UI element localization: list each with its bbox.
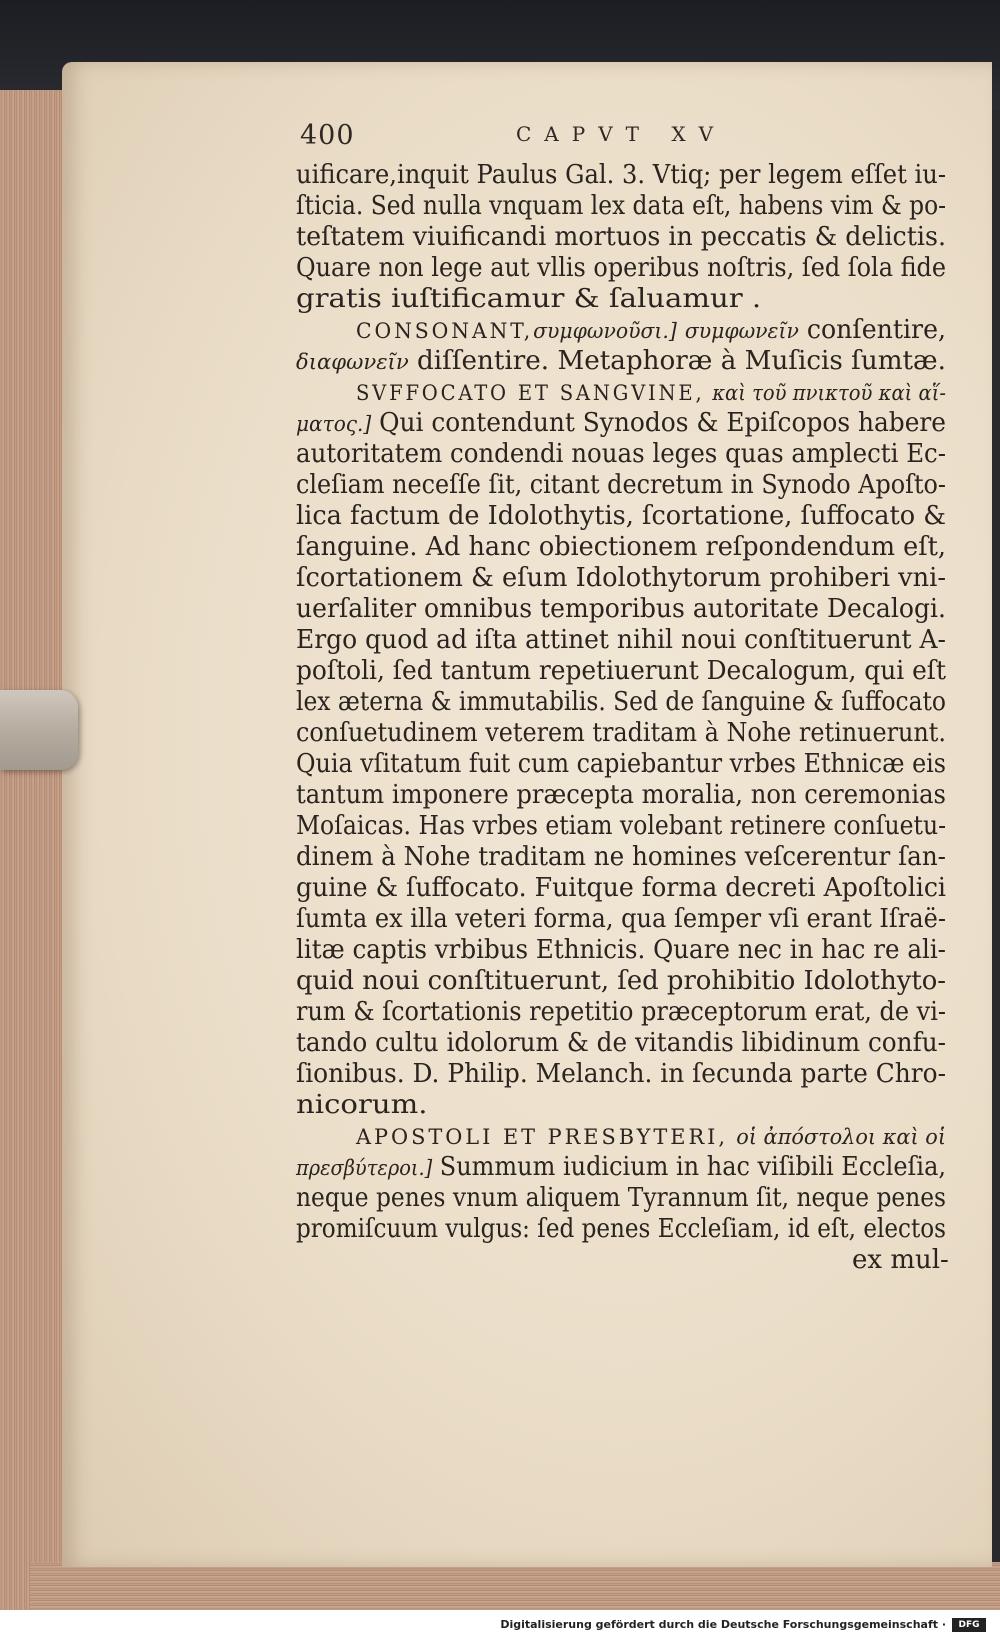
text-segment: Summum iudicium in hac viſibili Eccleſia, [432, 1152, 946, 1182]
lemma: CONSONANT, [356, 319, 534, 343]
lemma-line [296, 315, 946, 346]
greek-text: διαφωνεῖν [296, 350, 409, 374]
text-line: dinem à Nohe traditam ne homines veſcerentur ſan- [296, 842, 946, 872]
text-line: tando cultu idolorum & de vitandis libidinum confu- [296, 1028, 946, 1058]
text-line: Ergo quod ad iſta attinet nihil noui conſtituerunt A- [296, 625, 946, 655]
text-line: ſcortationem & eſum Idolothytorum prohiberi vni- [296, 563, 946, 593]
text-line: promiſcuum vulgus: ſed penes Eccleſiam, id eſt, electos [296, 1214, 946, 1244]
lemma: APOSTOLI ET PRESBYTERI, [356, 1125, 728, 1149]
text-line: rum & ſcortationis repetitio præceptorum erat, de vi- [296, 997, 946, 1027]
lemma: SVFFOCATO ET SANGVINE, [356, 381, 705, 405]
page-number: 400 [300, 120, 355, 151]
text-line: ſticia. Sed nulla vnquam lex data eſt, habens vim & po- [296, 191, 946, 221]
text-line: litæ captis vrbibus Ethnicis. Quare nec in hac re ali- [296, 935, 946, 965]
funding-credit: Digitalisierung gefördert durch die Deutsche Forschungsgemeinschaft · [500, 1618, 946, 1631]
text-segment: conſentire, [798, 315, 946, 345]
text-line: ſumta ex illa veteri forma, qua ſemper vſi erant Iſraë- [296, 904, 946, 934]
text-line: lica factum de Idolothytis, ſcortatione, ſuffocato & [296, 501, 946, 531]
text-line: nicorum. [296, 1090, 428, 1120]
text-line: uerſaliter omnibus temporibus autoritate Decalogi. [296, 594, 946, 624]
page-clip [0, 690, 78, 770]
footer-bar [0, 1610, 1000, 1640]
text-line: ſanguine. Ad hanc obiectionem reſpondendum eſt, [296, 532, 946, 562]
catchword: ex mul- [852, 1245, 949, 1275]
page-edges-bottom [30, 1562, 1000, 1610]
body-text [296, 160, 949, 1276]
text-segment: diſſentire. Metaphoræ à Muſicis ſumtæ. [408, 346, 946, 376]
text-line: Moſaicas. Has vrbes etiam volebant retinere conſuetu- [296, 811, 946, 841]
text-line: autoritatem condendi nouas leges quas amplecti Ec- [296, 439, 946, 469]
greek-text: πρεσβύτεροι.] [296, 1156, 433, 1180]
page-header [300, 120, 960, 160]
text-segment: Qui contendunt Synodos & Epiſcopos habere [371, 408, 947, 438]
text-line [296, 408, 946, 439]
text-line: gratis iuſtificamur & ſaluamur . [296, 284, 762, 314]
text-line: quid noui conſtituerunt, ſed prohibitio Idolothyto- [296, 966, 946, 996]
greek-text: ματος.] [296, 412, 372, 436]
text-line [296, 1152, 946, 1183]
text-line: neque penes vnum aliquem Tyrannum ſit, neque penes [296, 1183, 946, 1213]
text-line: cleſiam neceſſe ſit, citant decretum in Synodo Apoſto- [296, 470, 946, 500]
text-line: lex æterna & immutabilis. Sed de ſanguine & ſuffocato [296, 687, 946, 717]
dfg-logo: DFG [952, 1618, 986, 1632]
text-line: conſuetudinem veterem traditam à Nohe retinuerunt. [296, 718, 946, 748]
text-line: poſtoli, ſed tantum repetiuerunt Decalogum, qui eſt [296, 656, 946, 686]
lemma-line [296, 377, 946, 408]
text-line: teſtatem viuificandi mortuos in peccatis & delictis. [296, 222, 946, 252]
greek-text: συμφωνεῖν [684, 319, 799, 343]
text-line: ſionibus. D. Philip. Melanch. in ſecunda parte Chro- [296, 1059, 946, 1089]
text-line [296, 346, 946, 377]
page-edges-left [0, 90, 63, 1610]
text-line: tantum imponere præcepta moralia, non ceremonias [296, 780, 946, 810]
greek-text: οἱ ἀπόστολοι καὶ οἱ [736, 1125, 946, 1149]
text-line: Quare non lege aut vllis operibus noſtris, ſed ſola fide [296, 253, 946, 283]
running-head: CAPVT XV [516, 122, 727, 146]
greek-text: συμφωνοῦσι.] [533, 319, 677, 343]
text-line: uificare,inquit Paulus Gal. 3. Vtiq; per legem eſſet iu- [296, 160, 946, 190]
lemma-line [296, 1121, 946, 1152]
greek-text: καὶ τοῦ πνικτοῦ καὶ αἵ- [712, 381, 946, 405]
text-line: guine & ſuffocato. Fuitque forma decreti Apoſtolici [296, 873, 946, 903]
text-line: Quia vſitatum fuit cum capiebantur vrbes Ethnicæ eis [296, 749, 946, 779]
